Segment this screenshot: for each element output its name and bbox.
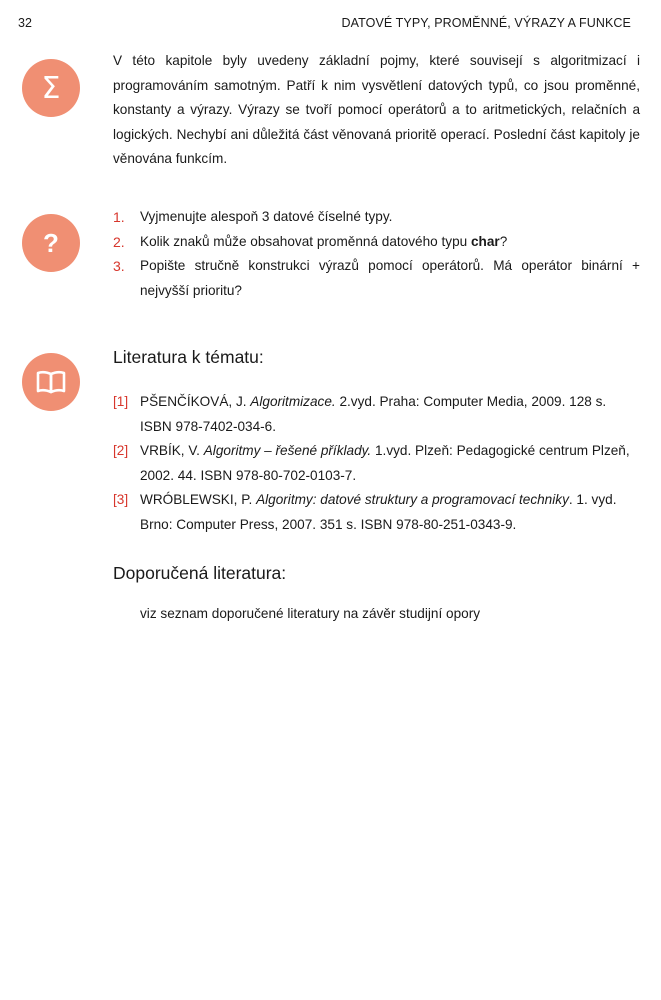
reference-item [113,488,640,537]
question-glyph: ? [43,227,59,258]
reference-item [113,390,640,439]
sigma-glyph: Σ [41,70,61,106]
question-number: 1. [113,209,125,225]
reference-number: [1] [113,394,129,409]
reference-title: Algoritmy – řešené příklady. [203,443,372,459]
question-text-after: ? [499,233,508,249]
running-title: DATOVÉ TYPY, PROMĚNNÉ, VÝRAZY A FUNKCE [341,16,631,30]
book-icon [22,353,80,411]
reference-author: VRBÍK, V. [140,443,204,459]
reference-title: Algoritmy: datové struktury a programovací techniky [256,492,569,508]
question-keyword: char [471,233,500,249]
question-item [113,205,640,230]
reference-details: . 1. vyd. Brno: Computer Press, 2007. 351 s. ISBN 978-80-251-0343-9. [140,492,617,532]
page-number: 32 [18,16,33,30]
reference-title: Algoritmizace. [250,394,336,409]
question-item [113,230,640,255]
question-number: 3. [113,258,125,275]
sigma-icon [22,59,80,117]
recommended-text: viz seznam doporučené literatury na závěr studijní opory [140,606,481,621]
reference-author: WRÓBLEWSKI, P. [140,492,257,508]
reference-details: 1.vyd. Plzeň: Pedagogické centrum Plzeň, 2002. 44. ISBN 978-80-702-0103-7. [140,443,630,483]
question-item [113,254,640,303]
literature-heading: Literatura k tématu: [113,347,264,367]
reference-item [113,439,640,488]
reference-number: [3] [113,492,129,508]
question-text: Vyjmenujte alespoň 3 datové číselné typy. [140,209,393,224]
chapter-summary: V této kapitole byly uvedeny základní pojmy, které souvisejí s algoritmizací i programováním samotným. Patří k nim vysvětlení datových typů, co jsou proměnné, konstanty a výrazy. Výrazy se tvoří pomocí operátorů a to aritmetických, relačních a logických. Nechybí ani důležitá část věnovaná prioritě operací. Poslední část kapitoly je věnována funkcím. [113,53,640,167]
recommended-heading: Doporučená literatura: [113,563,287,583]
reference-number: [2] [113,443,129,459]
page-header [18,16,631,34]
review-questions [113,205,640,303]
question-text-before: Kolik znaků může obsahovat proměnná datového typu [140,233,471,249]
reference-list [113,390,640,538]
question-icon [22,214,80,272]
reference-author: PŠENČÍKOVÁ, J. [140,394,251,409]
reference-details: 2.vyd. Praha: Computer Media, 2009. 128 s. ISBN 978-7402-034-6. [140,394,607,434]
question-number: 2. [113,233,125,250]
book-icon-graphic [36,370,66,394]
question-text: Popište stručně konstrukci výrazů pomocí operátorů. Má operátor binární + nejvyšší prioritu? [140,258,640,298]
